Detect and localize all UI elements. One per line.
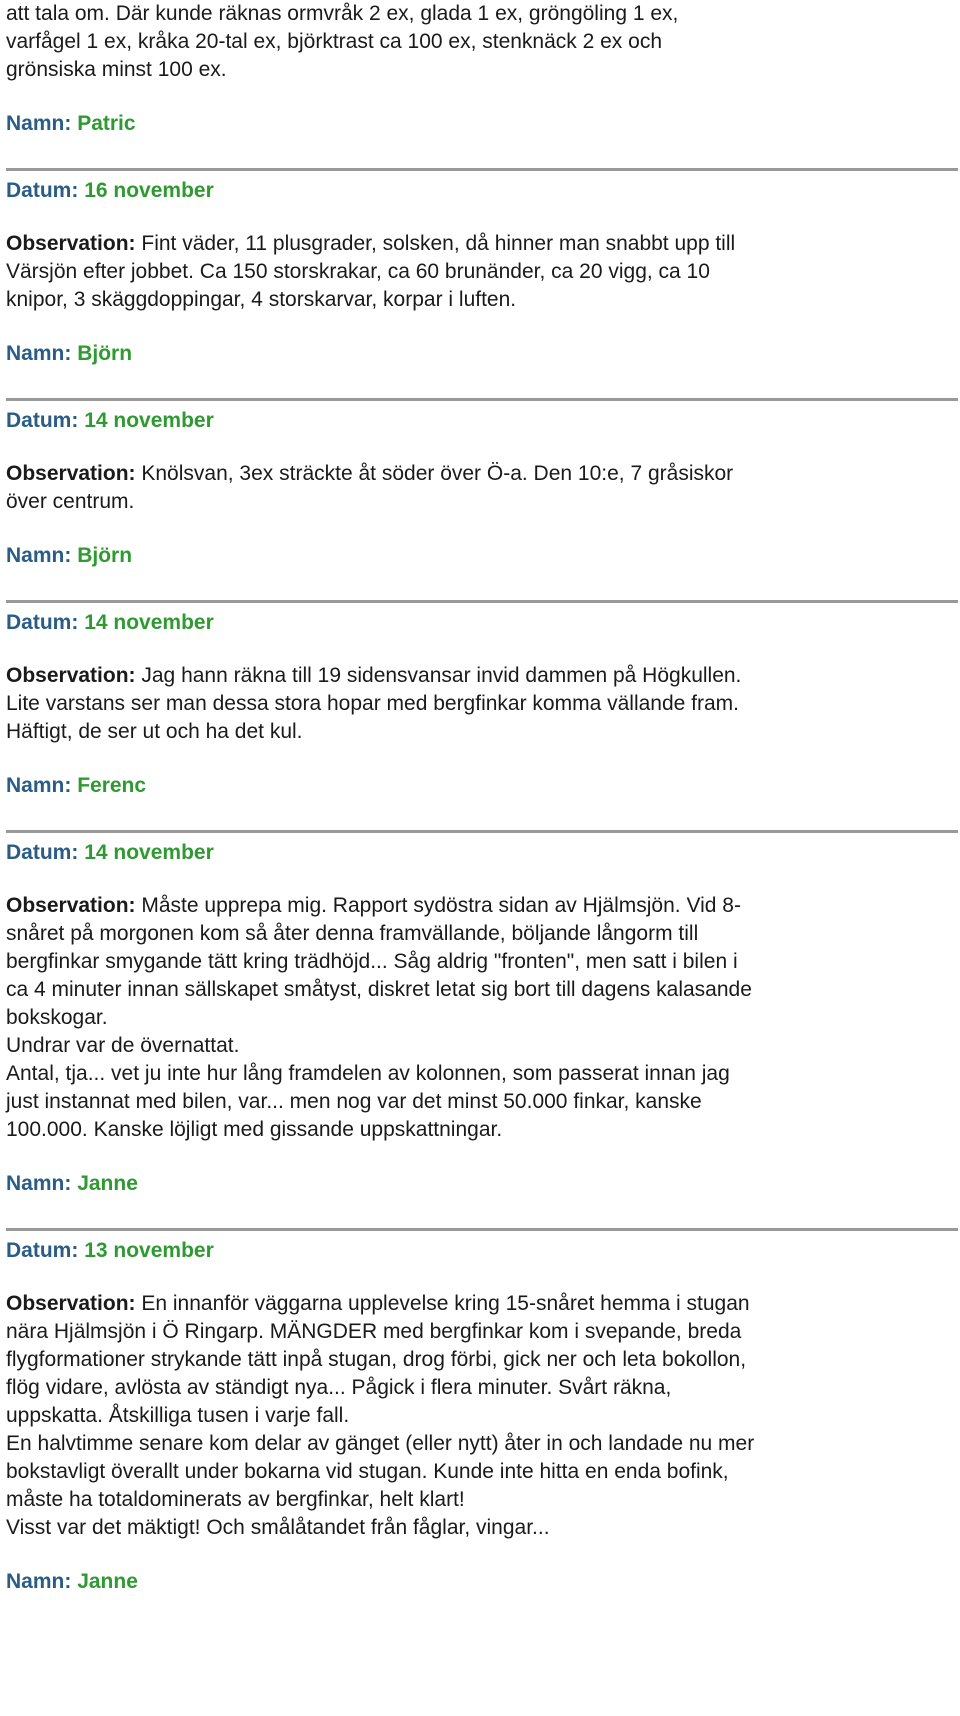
name-value: Patric bbox=[77, 112, 136, 135]
date-label: Datum: bbox=[6, 841, 79, 864]
observation-text: snåret på morgonen kom så åter denna framvällande, böljande långorm till bbox=[6, 922, 699, 945]
entry-observation bbox=[6, 460, 954, 516]
entry-date bbox=[6, 609, 954, 637]
entry-block bbox=[6, 168, 954, 368]
observation-line bbox=[6, 1374, 954, 1402]
observation-label: Observation: bbox=[6, 894, 136, 917]
observation-line bbox=[6, 1060, 954, 1088]
entry-divider bbox=[6, 398, 958, 401]
observation-text: nära Hjälmsjön i Ö Ringarp. MÄNGDER med bergfinkar kom i svepande, breda bbox=[6, 1320, 742, 1343]
entry-name bbox=[6, 340, 954, 368]
observation-text: 100.000. Kanske löjligt med gissande uppskattningar. bbox=[6, 1118, 503, 1141]
entry-block bbox=[6, 830, 954, 1198]
name-label: Namn: bbox=[6, 544, 72, 567]
observation-line bbox=[6, 948, 954, 976]
observation-line bbox=[6, 488, 954, 516]
intro-line: att tala om. Där kunde räknas ormvråk 2 ex, glada 1 ex, gröngöling 1 ex, bbox=[6, 2, 679, 25]
name-label: Namn: bbox=[6, 1570, 72, 1593]
date-label: Datum: bbox=[6, 409, 79, 432]
observation-line bbox=[6, 892, 954, 920]
observation-text: bergfinkar smygande tätt kring trädhöjd... Såg aldrig "fronten", men satt i bilen i bbox=[6, 950, 738, 973]
observation-text: måste ha totaldominerats av bergfinkar, helt klart! bbox=[6, 1488, 465, 1511]
observation-line bbox=[6, 920, 954, 948]
observation-line bbox=[6, 662, 954, 690]
observation-line bbox=[6, 230, 954, 258]
observation-text: bokskogar. bbox=[6, 1006, 108, 1029]
name-label: Namn: bbox=[6, 112, 72, 135]
date-value: 16 november bbox=[84, 179, 214, 202]
observation-text: Lite varstans ser man dessa stora hopar med bergfinkar komma vällande fram. bbox=[6, 692, 740, 715]
observation-text: Antal, tja... vet ju inte hur lång framdelen av kolonnen, som passerat innan jag bbox=[6, 1062, 730, 1085]
observation-line bbox=[6, 1116, 954, 1144]
entry-divider bbox=[6, 1228, 958, 1231]
observation-text: En halvtimme senare kom delar av gänget (eller nytt) åter in och landade nu mer bbox=[6, 1432, 755, 1455]
observation-text: över centrum. bbox=[6, 490, 135, 513]
observation-line bbox=[6, 976, 954, 1004]
name-value: Björn bbox=[77, 342, 133, 365]
date-value: 14 november bbox=[84, 409, 214, 432]
name-label: Namn: bbox=[6, 774, 72, 797]
observation-text: uppskatta. Åtskilliga tusen i varje fall. bbox=[6, 1404, 350, 1427]
date-label: Datum: bbox=[6, 611, 79, 634]
observation-line bbox=[6, 258, 954, 286]
intro-line: varfågel 1 ex, kråka 20-tal ex, björktrast ca 100 ex, stenknäck 2 ex och bbox=[6, 30, 663, 53]
entry-date bbox=[6, 407, 954, 435]
date-value: 13 november bbox=[84, 1239, 214, 1262]
entries-list bbox=[6, 168, 954, 1596]
observation-text: flög vidare, avlösta av ständigt nya... Pågick i flera minuter. Svårt räkna, bbox=[6, 1376, 672, 1399]
observation-text: Visst var det mäktigt! Och smålåtandet från fåglar, vingar... bbox=[6, 1516, 550, 1539]
entry-date bbox=[6, 177, 954, 205]
observation-line bbox=[6, 1004, 954, 1032]
observation-label: Observation: bbox=[6, 664, 136, 687]
entry-observation bbox=[6, 230, 954, 314]
entry-name bbox=[6, 110, 954, 138]
entry-name bbox=[6, 1568, 954, 1596]
date-label: Datum: bbox=[6, 179, 79, 202]
observation-label: Observation: bbox=[6, 232, 136, 255]
observation-line bbox=[6, 286, 954, 314]
entry-block bbox=[6, 600, 954, 800]
entry-observation bbox=[6, 892, 954, 1144]
observation-line bbox=[6, 460, 954, 488]
name-value: Janne bbox=[77, 1172, 138, 1195]
intro-line: grönsiska minst 100 ex. bbox=[6, 58, 227, 81]
observation-text: just instannat med bilen, var... men nog var det minst 50.000 finkar, kanske bbox=[6, 1090, 702, 1113]
entry-date bbox=[6, 839, 954, 867]
observation-line bbox=[6, 1318, 954, 1346]
entry-observation bbox=[6, 1290, 954, 1542]
entry-name bbox=[6, 772, 954, 800]
entry-date bbox=[6, 1237, 954, 1265]
observation-text: flygformationer strykande tätt inpå stugan, drog förbi, gick ner och leta bokollon, bbox=[6, 1348, 747, 1371]
observation-text: Häftigt, de ser ut och ha det kul. bbox=[6, 720, 303, 743]
entry-observation bbox=[6, 662, 954, 746]
observation-label: Observation: bbox=[6, 1292, 136, 1315]
observation-text: Värsjön efter jobbet. Ca 150 storskrakar, ca 60 brunänder, ca 20 vigg, ca 10 bbox=[6, 260, 710, 283]
date-value: 14 november bbox=[84, 841, 214, 864]
entry-divider bbox=[6, 168, 958, 171]
observation-text: Jag hann räkna till 19 sidensvansar invid dammen på Högkullen. bbox=[141, 664, 742, 687]
entry-block bbox=[6, 398, 954, 570]
entry-divider bbox=[6, 830, 958, 833]
observation-text: Måste upprepa mig. Rapport sydöstra sidan av Hjälmsjön. Vid 8- bbox=[141, 894, 741, 917]
observation-line bbox=[6, 1346, 954, 1374]
name-value: Janne bbox=[77, 1570, 138, 1593]
name-label: Namn: bbox=[6, 1172, 72, 1195]
observation-line bbox=[6, 1514, 954, 1542]
observation-text: ca 4 minuter innan sällskapet småtyst, diskret letat sig bort till dagens kalasande bbox=[6, 978, 752, 1001]
observation-line bbox=[6, 1290, 954, 1318]
observation-line bbox=[6, 1032, 954, 1060]
name-label: Namn: bbox=[6, 342, 72, 365]
entry-block bbox=[6, 1228, 954, 1596]
entry-name bbox=[6, 542, 954, 570]
observation-line bbox=[6, 690, 954, 718]
observation-line bbox=[6, 1458, 954, 1486]
observation-text: Undrar var de övernattat. bbox=[6, 1034, 240, 1057]
date-label: Datum: bbox=[6, 1239, 79, 1262]
observation-line bbox=[6, 1430, 954, 1458]
entry-divider bbox=[6, 600, 958, 603]
observation-line bbox=[6, 1088, 954, 1116]
intro-paragraph bbox=[6, 0, 954, 84]
entry-name bbox=[6, 1170, 954, 1198]
observation-text: bokstavligt överallt under bokarna vid stugan. Kunde inte hitta en enda bofink, bbox=[6, 1460, 729, 1483]
name-value: Ferenc bbox=[77, 774, 147, 797]
observation-text: knipor, 3 skäggdoppingar, 4 storskarvar, korpar i luften. bbox=[6, 288, 517, 311]
observation-text: En innanför väggarna upplevelse kring 15-snåret hemma i stugan bbox=[141, 1292, 750, 1315]
observation-line bbox=[6, 1486, 954, 1514]
date-value: 14 november bbox=[84, 611, 214, 634]
observation-label: Observation: bbox=[6, 462, 136, 485]
observation-line bbox=[6, 1402, 954, 1430]
observation-text: Knölsvan, 3ex sträckte åt söder över Ö-a. Den 10:e, 7 gråsiskor bbox=[141, 462, 734, 485]
observation-text: Fint väder, 11 plusgrader, solsken, då hinner man snabbt upp till bbox=[141, 232, 736, 255]
observation-line bbox=[6, 718, 954, 746]
name-value: Björn bbox=[77, 544, 133, 567]
